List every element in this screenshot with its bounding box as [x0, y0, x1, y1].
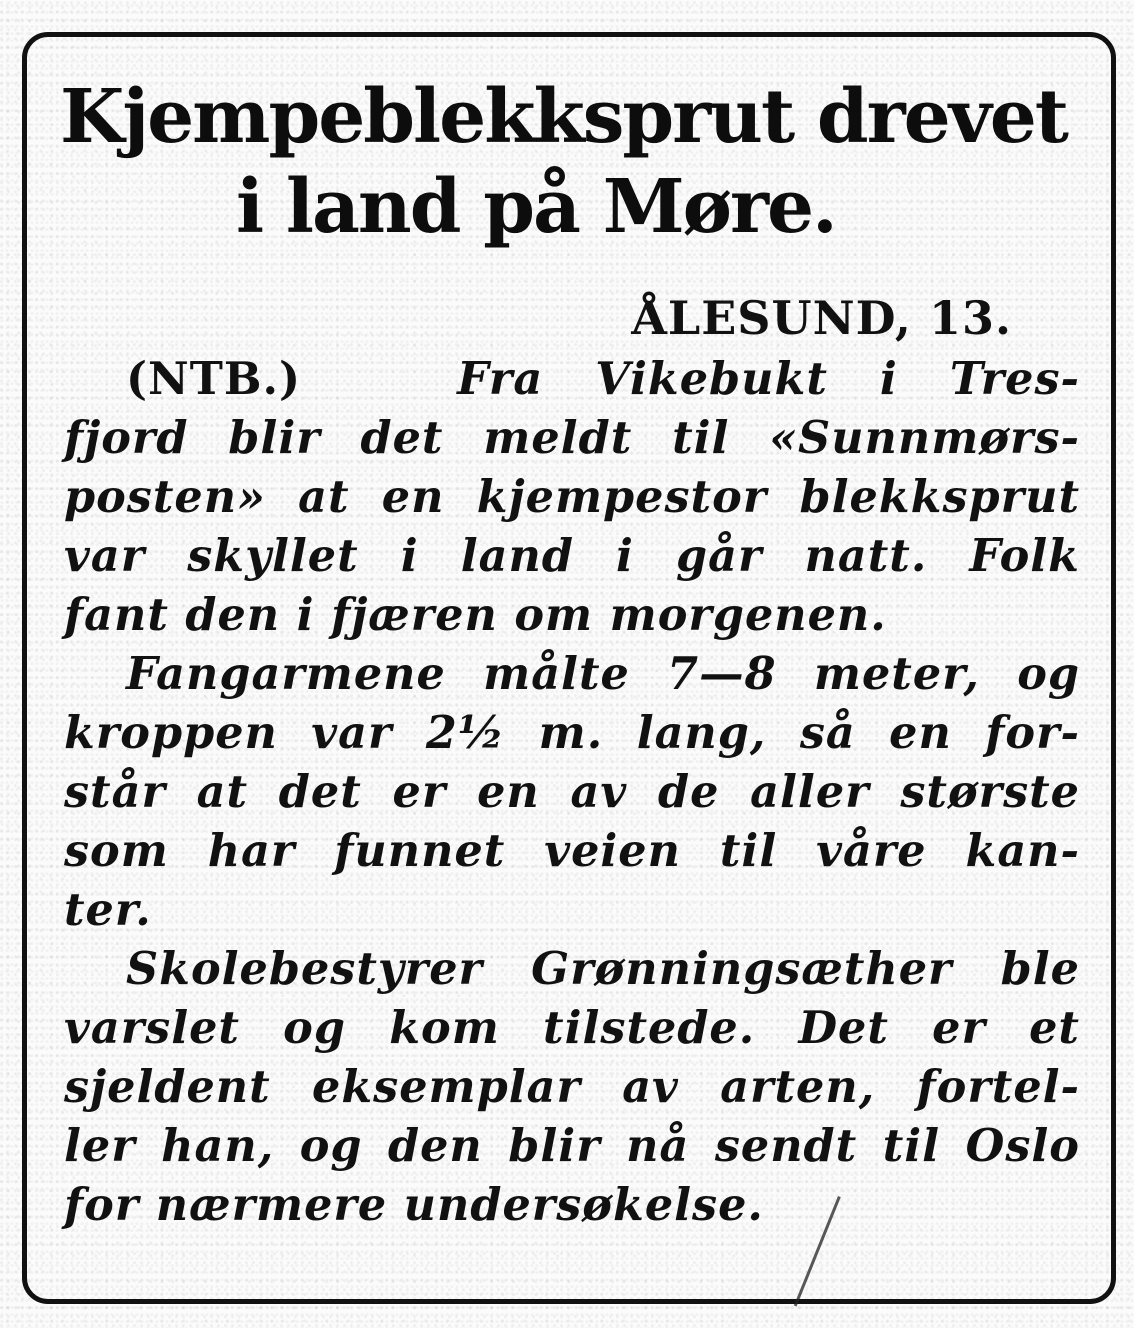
text-line: [64, 350, 1080, 409]
text-line: Skolebestyrer Grønningsæther ble: [126, 943, 1080, 995]
paragraph-1: [64, 350, 1080, 645]
agency-tag: (NTB.): [126, 353, 302, 405]
text-line: sjeldent eksemplar av arten, fortel-: [64, 1061, 1080, 1113]
text-line: var skyllet i land i går natt. Folk: [64, 530, 1080, 582]
paragraph-3: [64, 940, 1080, 1235]
text-line: fant den i fjæren om morgenen.: [64, 589, 887, 641]
text-line: Fangarmene målte 7—8 meter, og: [126, 648, 1080, 700]
headline-line-1: Kjempeblekksprut drevet: [60, 74, 1067, 160]
text-line: posten» at en kjempestor blekksprut: [64, 471, 1080, 523]
paragraph-2: [64, 645, 1080, 940]
text-line: ler han, og den blir nå sendt til Oslo: [64, 1120, 1080, 1172]
dateline: ÅLESUND, 13.: [631, 291, 1012, 345]
article-body: [64, 350, 1080, 1235]
text-line: for nærmere undersøkelse.: [64, 1179, 764, 1231]
text-line: ter.: [64, 884, 152, 936]
text-line: som har funnet veien til våre kan-: [64, 825, 1080, 877]
text-fragment: Fra Vikebukt i Tres-: [457, 353, 1080, 405]
text-line: kroppen var 2½ m. lang, så en for-: [64, 707, 1080, 759]
text-line: står at det er en av de aller største: [64, 766, 1080, 818]
text-line: varslet og kom tilstede. Det er et: [64, 1002, 1080, 1054]
headline: [60, 72, 1070, 252]
headline-line-2: i land på Møre.: [236, 164, 836, 250]
text-line: fjord blir det meldt til «Sunnmørs-: [64, 412, 1080, 464]
